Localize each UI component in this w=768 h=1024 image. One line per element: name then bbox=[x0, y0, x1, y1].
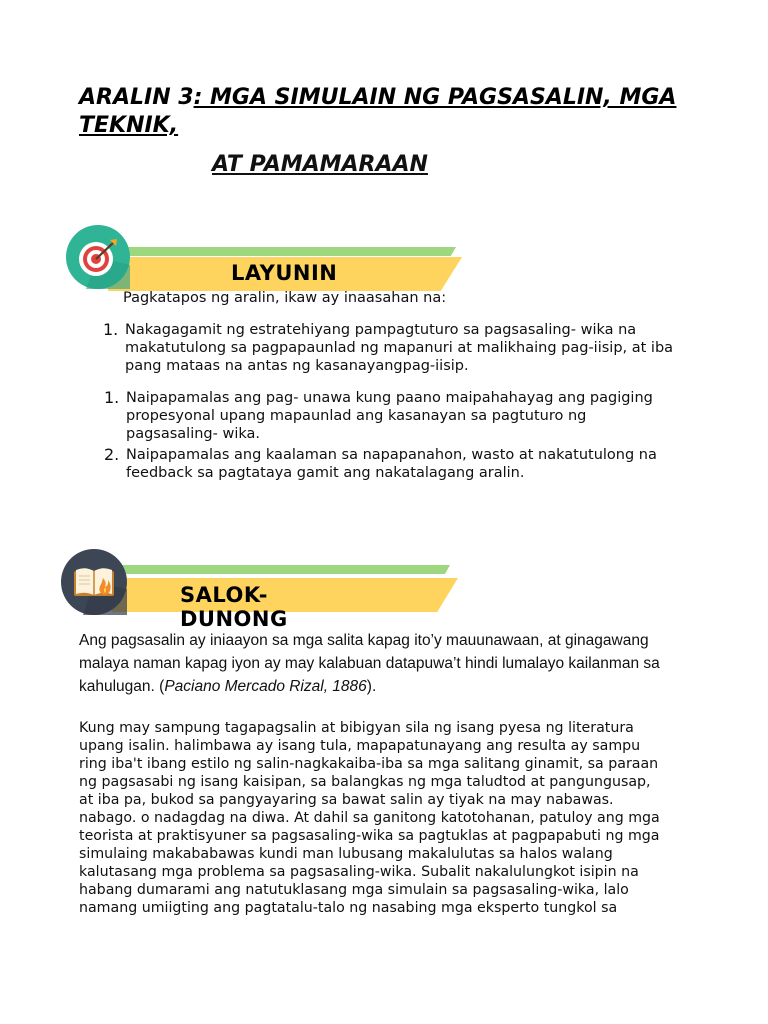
list-item-line: Nakagagamit ng estratehiyang pampagtuturo sa pagsasaling- wika na bbox=[125, 322, 637, 338]
list-item-line: makatutulong sa pagpapaunlad ng mapanuri at malikhaing pag-iisip, at iba bbox=[125, 340, 674, 356]
paragraph-line: simulaing makababawas kundi man lubusang makalulutas sa halos walang bbox=[79, 846, 613, 862]
paragraph-line: ring iba't ibang estilo ng salin-nagkakaiba-iba sa mga salitang ginamit, sa paraan bbox=[79, 756, 659, 772]
list-item-line: Naipapamalas ang pag- unawa kung paano maipahahayag ang pagiging bbox=[126, 390, 653, 406]
list-item-line: feedback sa pagtataya gamit ang nakatalagang aralin. bbox=[126, 465, 525, 481]
list-item bbox=[103, 320, 674, 375]
paragraph-line: namang umiigting ang pagtatalu-talo ng nasabing mga eksperto tungkol sa bbox=[79, 900, 618, 916]
layunin-intro: Pagkatapos ng aralin, ikaw ay inaasahan na: bbox=[123, 290, 447, 306]
quote-line-last bbox=[79, 675, 709, 698]
list-item bbox=[104, 445, 657, 482]
list-item-line: pang mataas na antas ng kasanayangpag-iisip. bbox=[125, 358, 469, 374]
paragraph-line: ng pagsasabi ng isang kaisipan, sa balangkas ng mga taludtod at pangungusap, bbox=[79, 774, 651, 790]
quote-line: kahulugan. ( bbox=[79, 678, 165, 695]
banner-green-stripe bbox=[112, 565, 450, 574]
salok-dunong-heading: SALOK-DUNONG bbox=[180, 583, 288, 631]
paragraph-line: nabago. o nadagdag na diwa. At dahil sa ganitong katotohanan, patuloy ang mga bbox=[79, 810, 660, 826]
paragraph-line: upang isalin. halimbawa ay isang tula, mapapatunayang ang resulta ay sampu bbox=[79, 738, 641, 754]
banner-green-stripe bbox=[108, 247, 456, 256]
paragraph-line: at iba pa, bukod sa pangyayaring sa bawat salin ay tiyak na may nabawas. bbox=[79, 792, 614, 808]
quote-citation: Paciano Mercado Rizal, 1886 bbox=[164, 678, 367, 695]
list-number: 1. bbox=[104, 388, 120, 407]
lesson-title-part2: TEKNIK, bbox=[79, 113, 179, 138]
list-number: 2. bbox=[104, 445, 120, 464]
quote-end: ). bbox=[366, 678, 377, 695]
paragraph-line: kalutasang mga problema sa pagsasaling-wika. Subalit nakalulungkot isipin na bbox=[79, 864, 639, 880]
list-number: 1. bbox=[103, 320, 119, 339]
quote-line: Ang pagsasalin ay iniaayon sa mga salita kapag ito’y mauunawaan, at ginagawang bbox=[79, 632, 649, 649]
paragraph-line: habang dumarami ang natutuklasang mga simulain sa pagsasaling-wika, lalo bbox=[79, 882, 629, 898]
paragraph-line: Kung may sampung tagapagsalin at bibigyan sila ng isang pyesa ng literatura bbox=[79, 720, 634, 736]
list-item-line: Naipapamalas ang kaalaman sa napapanahon, wasto at nakatutulong na bbox=[126, 447, 657, 463]
lesson-title-part1: : MGA SIMULAIN NG PAGSASALIN, MGA bbox=[193, 85, 677, 110]
list-item bbox=[104, 388, 653, 443]
list-item-line: pagsasaling- wika. bbox=[126, 426, 260, 442]
quote-line: malaya naman kapag iyon ay may kalabuan datapuwa’t hindi lumalayo kailanman sa bbox=[79, 655, 660, 672]
lesson-title bbox=[79, 84, 719, 140]
list-item-line: propesyonal upang mapaunlad ang kasanayan sa pagtuturo ng bbox=[126, 408, 587, 424]
body-paragraph bbox=[79, 719, 709, 917]
paragraph-line: teorista at praktisyuner sa pagsasaling-wika sa pagtuklas at pagpapabuti ng mga bbox=[79, 828, 660, 844]
lesson-title-part3: AT PAMAMARAAN bbox=[212, 152, 428, 177]
book-icon bbox=[61, 549, 127, 615]
target-icon bbox=[66, 225, 130, 289]
lesson-number: ARALIN 3 bbox=[79, 85, 194, 110]
layunin-heading: LAYUNIN bbox=[231, 261, 338, 285]
rizal-quote bbox=[79, 629, 709, 698]
